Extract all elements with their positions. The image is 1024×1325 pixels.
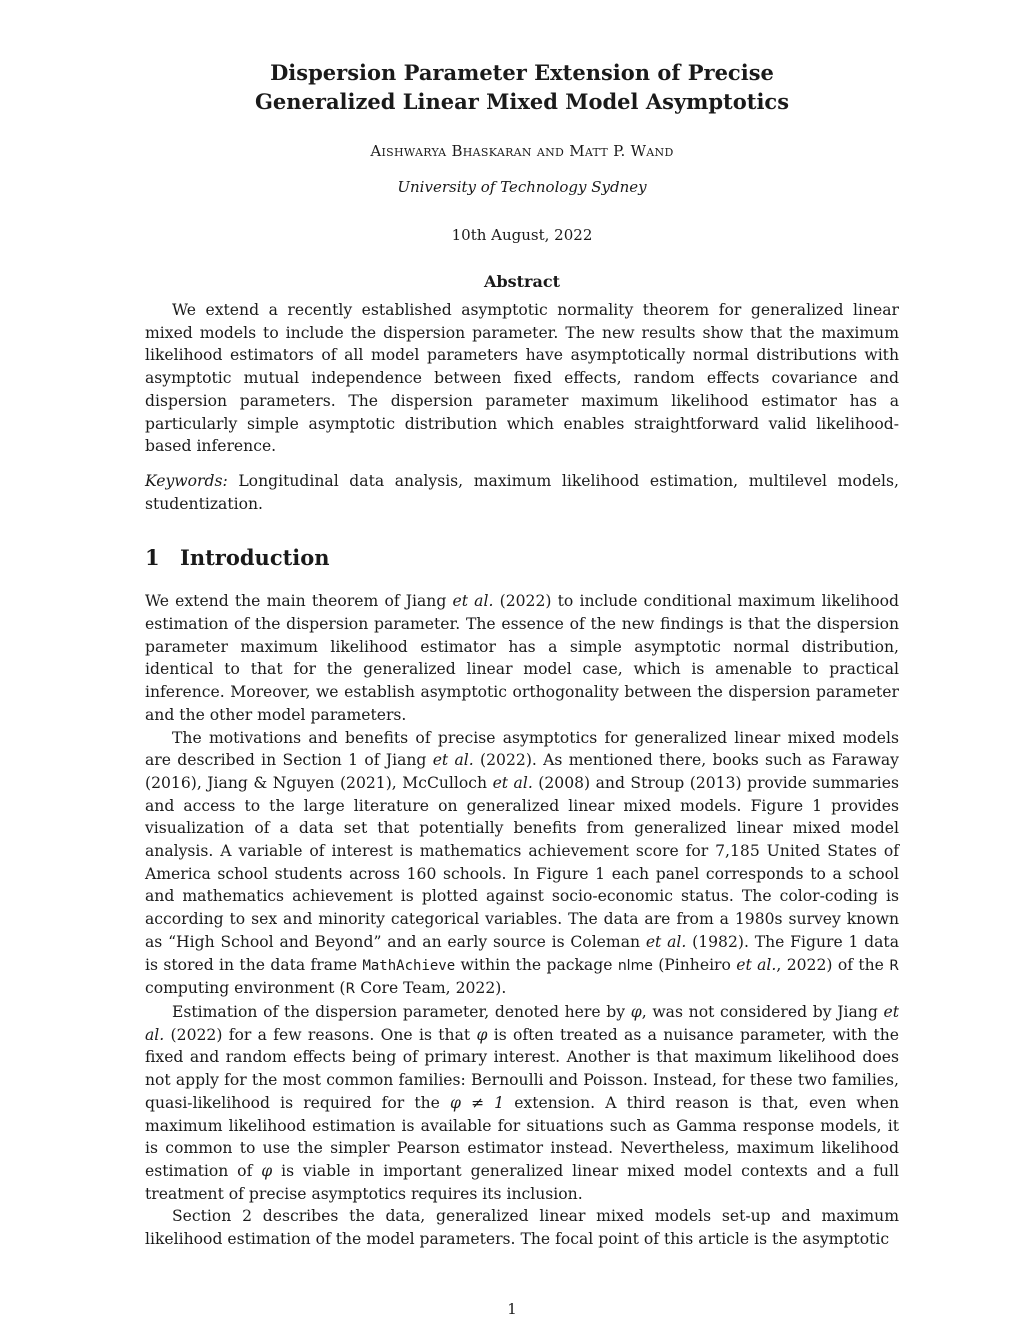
text-run: The motivations and benefits of precise asymptotics for generalized linear mixed models are described in Section 1 of Jiang bbox=[145, 728, 899, 770]
page-number: 1 bbox=[507, 1300, 517, 1318]
code-dataframe-name: MathAchieve bbox=[362, 957, 456, 974]
phi-symbol: φ bbox=[476, 1025, 488, 1044]
paper-title bbox=[145, 58, 899, 116]
keywords bbox=[145, 470, 899, 515]
et-al: et al. bbox=[432, 751, 474, 770]
arxiv-sidebar-stamp bbox=[8, 320, 88, 960]
publication-date: 10th August, 2022 bbox=[451, 226, 593, 244]
et-al: et al. bbox=[452, 592, 494, 611]
paper-page bbox=[145, 58, 899, 1251]
text-run: (2008) and Stroup (2013) provide summaries and access to the large literature on generalized linear mixed models. Figure 1 provides visualization of a data set that potentially benefits from generalized linear mixed model analysis. A variable of interest is mathematics achievement score for 7,185 United States of America school students across 160 schools. In Figure 1 each panel corresponds to a school and mathematics achievement is plotted against socio-economic status. The color-coding is according to sex and minority categorical variables. The data are from a 1980s survey known as “High School and Beyond” and an early source is Coleman bbox=[145, 773, 899, 951]
text-run: We extend the main theorem of Jiang bbox=[145, 592, 453, 611]
keywords-list: Longitudinal data analysis, maximum likelihood estimation, multilevel models, studentization. bbox=[145, 471, 899, 513]
text-run: (1982). The Figure 1 data is stored in the data frame bbox=[145, 932, 899, 974]
phi-symbol: φ bbox=[630, 1002, 642, 1021]
text-run: is viable in important generalized linear mixed model contexts and a full treatment of precise asymptotics requires its inclusion. bbox=[145, 1161, 899, 1203]
text-run: , was not considered by Jiang bbox=[641, 1002, 884, 1021]
et-al: et al. bbox=[492, 773, 533, 792]
text-run: extension. A third reason is that, even when maximum likelihood estimation is available for situations such as Gamma response models, it is common to use the simpler Pearson estimator instead. Nevertheless, maximum likelihood estimation of bbox=[145, 1093, 900, 1180]
text-run: is often treated as a nuisance parameter, with the fixed and random effects being of primary interest. Another is that maximum likelihood does not apply for the most common families: Bernoulli and Poisson. Instead, for these two families, quasi-likelihood is required for the bbox=[145, 1025, 900, 1112]
affiliation: University of Technology Sydney bbox=[397, 178, 647, 196]
et-al: et al. bbox=[145, 1002, 899, 1044]
text-run: Core Team, 2022). bbox=[355, 979, 507, 998]
text-run: computing environment ( bbox=[145, 979, 346, 998]
section-heading bbox=[145, 545, 899, 570]
section-number: 1 bbox=[145, 545, 160, 571]
intro-paragraph-3 bbox=[145, 1001, 899, 1205]
text-run: within the package bbox=[455, 955, 618, 974]
et-al: et al. bbox=[645, 932, 687, 951]
phi-symbol: φ bbox=[261, 1161, 273, 1180]
title-line-2: Generalized Linear Mixed Model Asymptotics bbox=[254, 89, 790, 114]
text-run: (2022) to include conditional maximum likelihood estimation of the dispersion parameter. The essence of the new findings is that the dispersion parameter maximum likelihood estimator has a simple asymptotic normal distribution, identical to that for the generalized linear model case, which is amenable to practical inference. Moreover, we establish asymptotic orthogonality between the dispersion parameter and the other model parameters. bbox=[145, 592, 900, 724]
intro-paragraph-2 bbox=[145, 727, 899, 1001]
text-run: , 2022) of the bbox=[776, 955, 890, 974]
r-software-name: R bbox=[345, 981, 356, 998]
text-run: (2022). As mentioned there, books such as Faraway (2016), Jiang & Nguyen (2021), McCulloch bbox=[145, 751, 899, 792]
abstract-heading: Abstract bbox=[484, 272, 560, 291]
keywords-label: Keywords: bbox=[145, 471, 228, 490]
package-name: nlme bbox=[617, 957, 653, 974]
text-run: (Pinheiro bbox=[652, 955, 737, 974]
authors: Aishwarya Bhaskaran and Matt P. Wand bbox=[370, 142, 674, 160]
r-software-name: R bbox=[889, 957, 899, 974]
section-title: Introduction bbox=[180, 545, 330, 571]
intro-paragraph-4: Section 2 describes the data, generalized linear mixed models set-up and maximum likelihood estimation of the model parameters. The focal point of this article is the asymptotic bbox=[145, 1207, 899, 1249]
text-run: Estimation of the dispersion parameter, denoted here by bbox=[172, 1002, 631, 1021]
abstract-text: We extend a recently established asymptotic normality theorem for generalized linear mixed models to include the dispersion parameter. The new results show that the maximum likelihood estimators of all model parameters have asymptotically normal distributions with asymptotic mutual independence between fixed effects, random effects covariance and dispersion parameters. The dispersion parameter maximum likelihood estimator has a particularly simple asymptotic distribution which enables straightforward valid likelihood-based inference. bbox=[145, 301, 899, 456]
text-run: (2022) for a few reasons. One is that bbox=[164, 1025, 477, 1044]
phi-neq-one: φ ≠ 1 bbox=[450, 1093, 505, 1112]
intro-paragraph-1 bbox=[145, 590, 899, 726]
et-al: et al. bbox=[736, 955, 777, 974]
title-line-1: Dispersion Parameter Extension of Precise bbox=[270, 60, 774, 85]
